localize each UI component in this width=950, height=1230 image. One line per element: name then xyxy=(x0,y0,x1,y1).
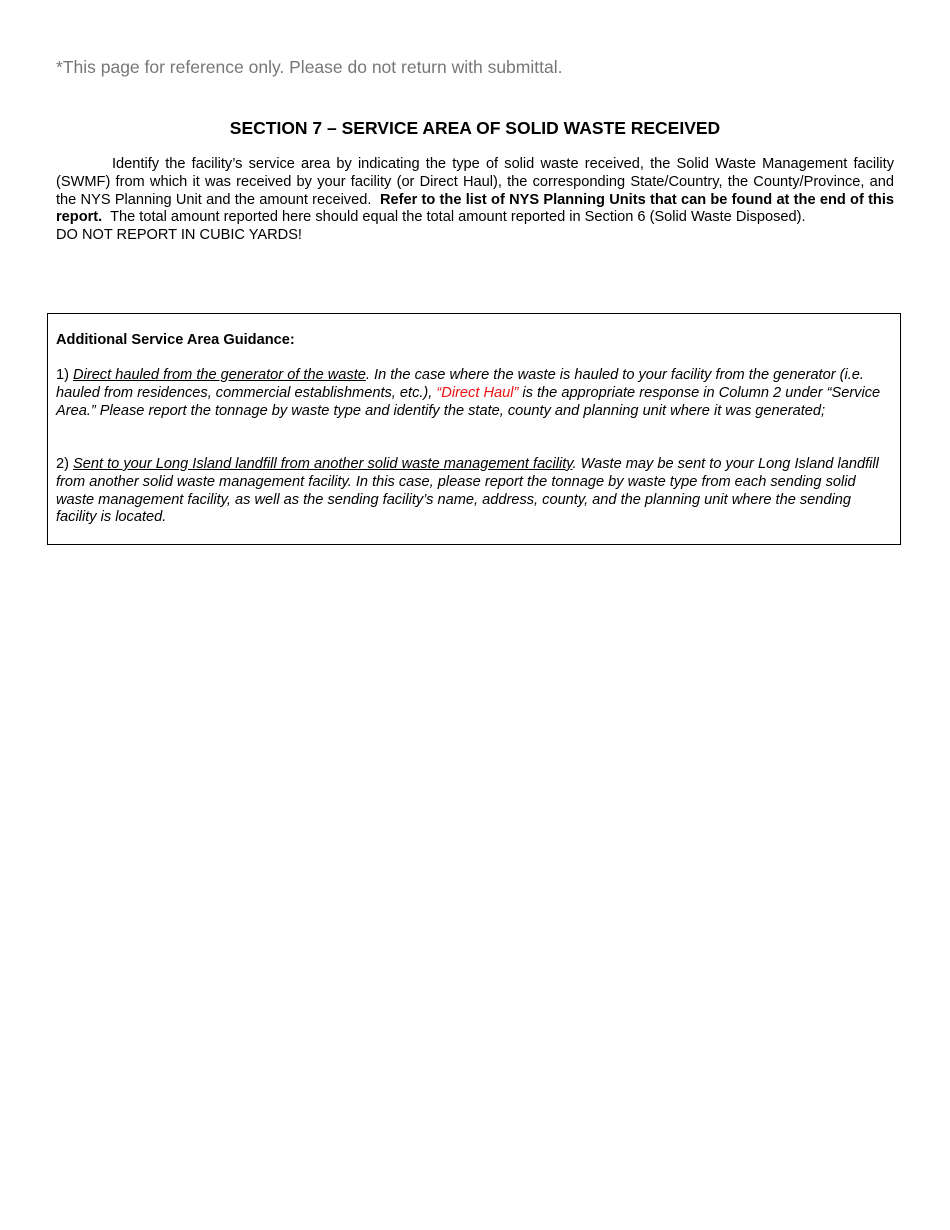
item-underlined-title: Sent to your Long Island landfill from another solid waste management facility xyxy=(73,456,573,472)
item-underlined-title: Direct hauled from the generator of the waste xyxy=(73,367,366,383)
guidance-item-long-island xyxy=(56,456,892,527)
guidance-box xyxy=(47,313,901,545)
intro-text: Identify the facility’s service area by indicating the type of solid waste received, the Solid Waste Management facility (SWMF) from which it was received by your facility (or Direct Haul), the corresponding State/Country, the County/Province, and the NYS Planning Unit and the amount received. xyxy=(56,156,894,208)
section-title: SECTION 7 – SERVICE AREA OF SOLID WASTE RECEIVED xyxy=(229,118,721,138)
intro-text-after: The total amount reported here should equal the total amount reported in Section 6 (Solid Waste Disposed). xyxy=(110,209,806,226)
item-text-after: is the appropriate response in Column 2 under “Service Area.” Please report the tonnage by waste type and identify the state, county and planning unit where it was generated; xyxy=(56,384,881,419)
item-number: 1) xyxy=(56,367,69,383)
direct-haul-highlight: “Direct Haul” xyxy=(436,384,519,401)
cubic-yards-warning: DO NOT REPORT IN CUBIC YARDS! xyxy=(56,227,302,244)
guidance-item-direct-haul xyxy=(56,367,892,420)
item-text: . Waste may be sent to your Long Island landfill from another solid waste management facility. In this case, please report the tonnage by waste type from each sending solid waste management facility, as well as the sending facility’s name, address, county, and the planning unit where the sending facility is located. xyxy=(56,456,879,526)
intro-paragraph xyxy=(56,156,894,245)
item-number: 2) xyxy=(56,456,69,472)
guidance-heading: Additional Service Area Guidance: xyxy=(56,332,295,348)
reference-notice: *This page for reference only. Please do not return with submittal. xyxy=(56,57,563,77)
intro-bold-text: Refer to the list of NYS Planning Units that can be found at the end of this report. xyxy=(56,191,895,226)
item-text: . In the case where the waste is hauled to your facility from the generator (i.e. hauled from residences, commercial establishments, etc.), xyxy=(56,367,864,401)
